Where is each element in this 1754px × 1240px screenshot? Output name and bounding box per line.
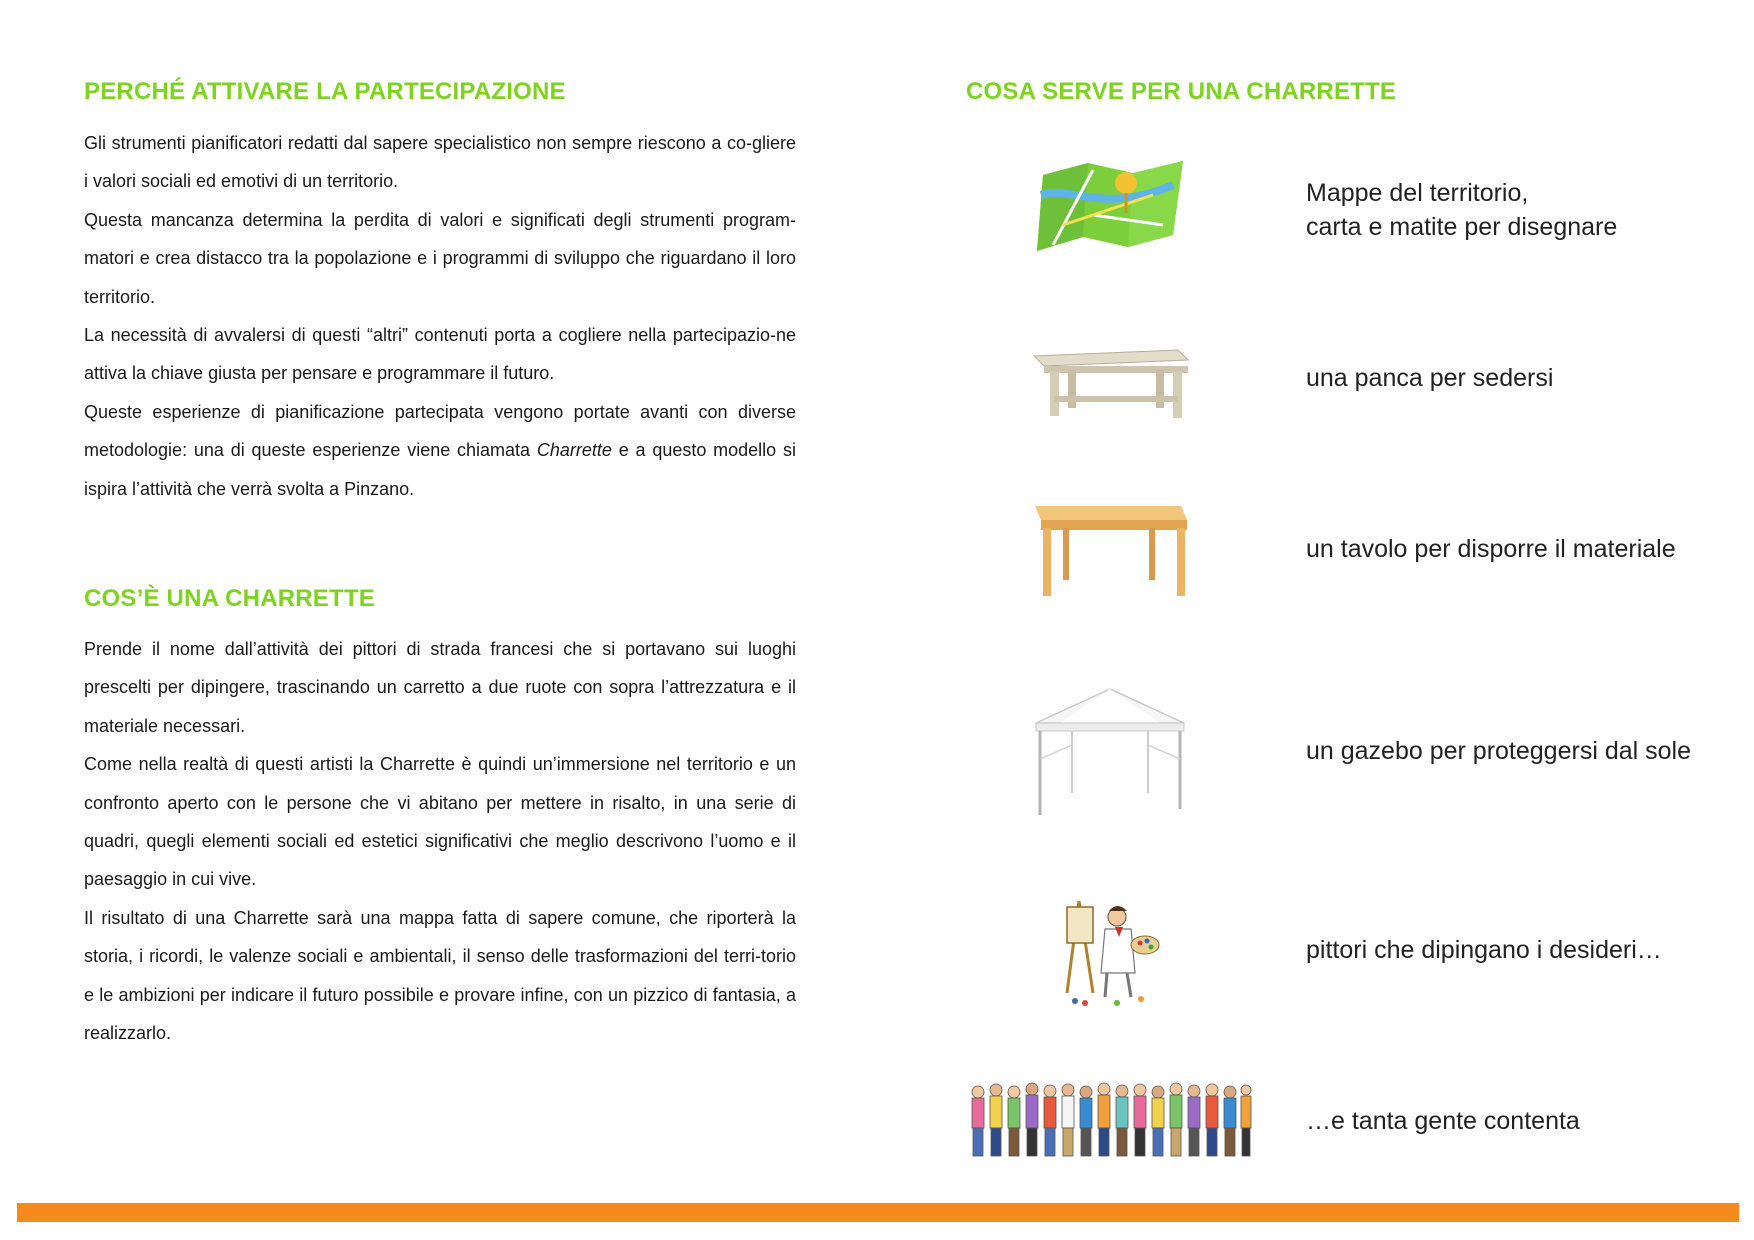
painter-icon [1055, 893, 1165, 1008]
caption-line: un tavolo per disporre il materiale [1306, 535, 1676, 563]
paragraph [84, 393, 796, 508]
paragraph: Il risultato di una Charrette sarà una mappa fatta di sapere comune, che riporterà la storia, i ricordi, le valenze sociali e ambientali, il senso delle trasformazioni del terri-torio e le ambizioni per indicare il futuro possibile e provare infine, con un pizzico di fantasia, a realizzarlo. [84, 907, 796, 1044]
caption-line: pittori che dipingano i desideri… [1306, 936, 1662, 964]
paragraph: Prende il nome dall’attività dei pittori di strada francesi che si portavano sui luoghi prescelti per dipingere, trascinando un carretto a due ruote con sopra l’attrezzatura e il materiale necessari. [84, 639, 796, 736]
crowd-icon [968, 1080, 1254, 1162]
section-heading-why-participation: PERCHÉ ATTIVARE LA PARTECIPAZIONE [84, 78, 566, 105]
why-participation-body [84, 124, 796, 508]
section-heading-what-is-charrette: COS’È UNA CHARRETTE [84, 585, 375, 612]
bottom-accent-bar [17, 1203, 1739, 1222]
table-icon [1031, 500, 1191, 600]
caption-maps [1306, 176, 1617, 244]
paragraph: Come nella realtà di questi artisti la Charrette è quindi un’immersione nel territorio e un confronto aperto con le persone che vi abitano per mettere in risalto, in una serie di quadri, quegli elementi sociali ed estetici significativi che meglio descrivono l’uomo e il paesaggio in cui vive. [84, 754, 796, 890]
map-icon [1033, 155, 1193, 260]
gazebo-icon [1030, 685, 1190, 820]
caption-line: Mappe del territorio, [1306, 179, 1529, 207]
paragraph: Gli strumenti pianificatori redatti dal sapere specialistico non sempre riescono a co-gliere i valori sociali ed emotivi di un territorio. [84, 133, 796, 192]
bench-icon [1028, 344, 1193, 424]
caption-table [1306, 532, 1676, 566]
caption-painters [1306, 933, 1662, 967]
section-heading-what-is-needed: COSA SERVE PER UNA CHARRETTE [966, 78, 1397, 105]
caption-line: carta e matite per disegnare [1306, 213, 1618, 241]
caption-people [1306, 1104, 1580, 1138]
caption-line: una panca per sedersi [1306, 364, 1554, 392]
paragraph: Questa mancanza determina la perdita di valori e significati degli strumenti program-matori e crea distacco tra la popolazione e i programmi di sviluppo che riguardano il loro territorio. [84, 209, 796, 307]
paragraph: La necessità di avvalersi di questi “altri” contenuti porta a cogliere nella partecipazio-ne attiva la chiave giusta per pensare e programmare il futuro. [84, 325, 796, 384]
charrette-italic: Charrette [536, 440, 612, 461]
what-is-charrette-body [84, 630, 796, 1052]
paragraph-text: e a questo modello si ispira l’attività che verrà svolta a Pinzano. [84, 440, 796, 499]
caption-line: …e tanta gente contenta [1306, 1107, 1580, 1135]
caption-line: un gazebo per proteggersi dal sole [1306, 737, 1691, 765]
caption-bench [1306, 361, 1553, 395]
paragraph-text: Queste esperienze di pianificazione partecipata vengono portate avanti con diverse metodologie: una di queste esperienze viene chiamata [84, 401, 796, 461]
caption-gazebo [1306, 734, 1691, 768]
